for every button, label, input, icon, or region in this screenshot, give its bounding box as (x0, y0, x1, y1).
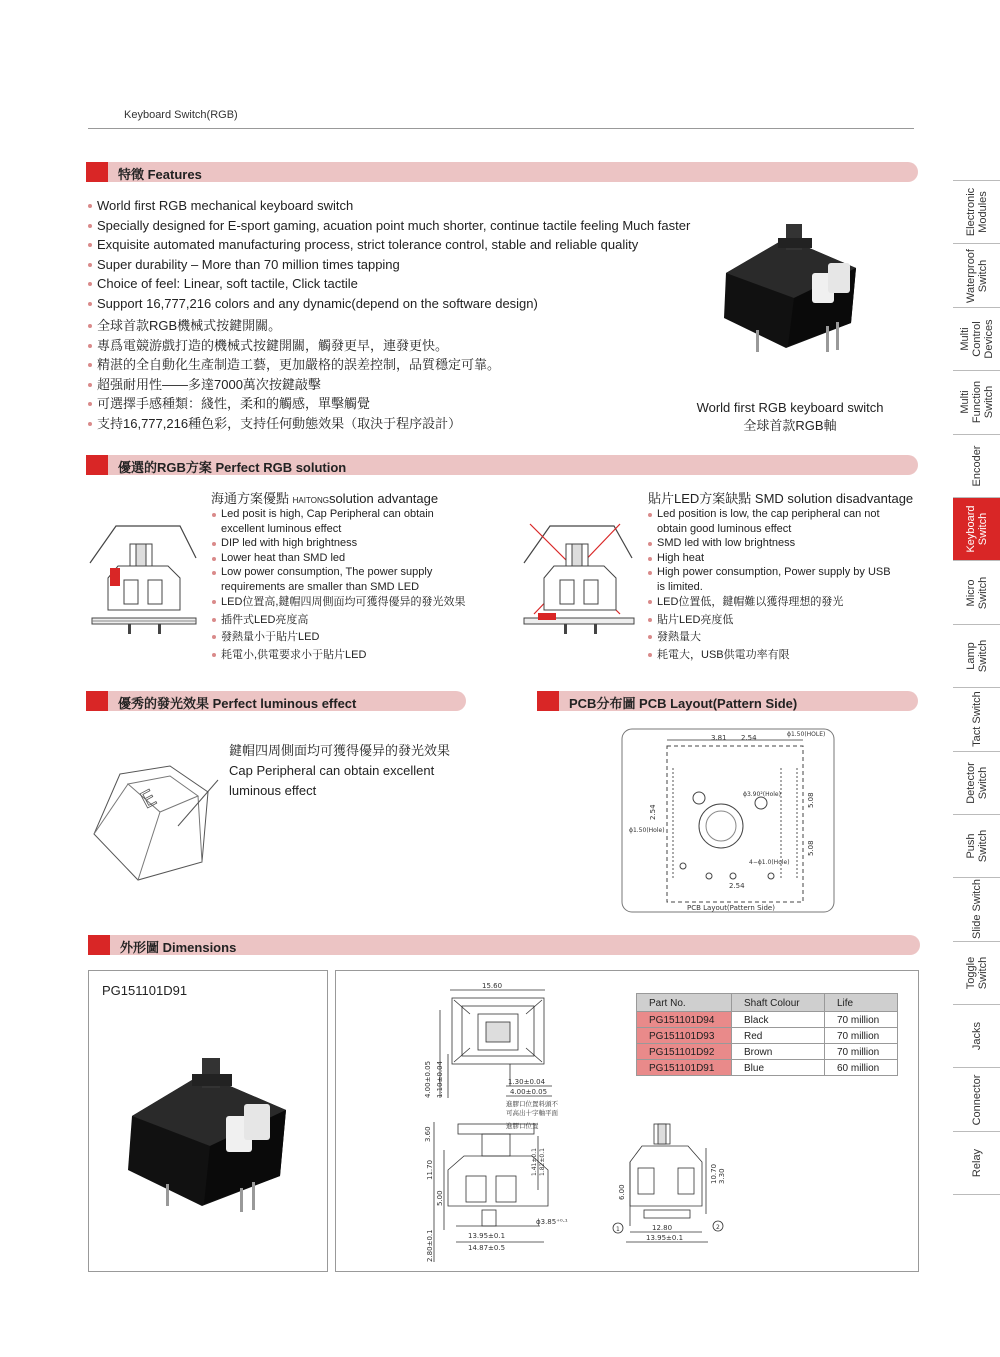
features-section-bar (86, 162, 918, 182)
dim-label: 1.41±0.1 (531, 1148, 538, 1176)
list-item: 超强耐用性——多達7000萬次按鍵敲擊 (88, 375, 500, 395)
part-number-title: PG151101D91 (102, 983, 188, 998)
dim-label: 6.00 (618, 1184, 626, 1200)
list-item: is limited. (657, 580, 703, 593)
pcb-layout-drawing (621, 728, 835, 914)
pcb-dim: ϕ1.50(Hole) (629, 827, 665, 834)
parts-table (636, 993, 898, 1076)
life-cell: 70 million (825, 1028, 898, 1044)
side-tab-label: Connector (970, 1074, 983, 1126)
dim-label: 13.95±0.1 (646, 1234, 684, 1242)
list-item: Choice of feel: Linear, soft tactile, Click tactile (88, 274, 690, 294)
side-tab-label: Toggle Switch (964, 956, 989, 990)
section-marker (86, 691, 108, 711)
part-no-cell: PG151101D91 (637, 1060, 732, 1076)
life-cell: 60 million (825, 1060, 898, 1076)
pcb-dim: 2.54 (729, 882, 745, 890)
list-item: High heat (648, 551, 891, 566)
dim-label: 進膠口位置 (506, 1122, 539, 1130)
side-tab-connector[interactable] (953, 1068, 1000, 1131)
dim-label: 15.60 (482, 982, 503, 990)
list-item: 發熱量小于貼片LED (212, 629, 465, 647)
pcb-section-bar (537, 691, 918, 711)
advantage-list (212, 507, 465, 664)
list-item: 耗電小,供電要求小于貼片LED (212, 647, 465, 665)
dim-label: 可高出十字軸平面 (506, 1109, 558, 1117)
rgb-switch-image (716, 218, 866, 358)
luminous-section-bar (86, 691, 466, 711)
side-tab-label: Waterproof Switch (964, 248, 989, 303)
side-tab-tact-switch[interactable] (953, 688, 1000, 751)
side-tab-label: Detector Switch (964, 761, 989, 804)
pcb-dim: 4−ϕ1.0(Hole) (749, 859, 790, 866)
pcb-dim: 3.81 (711, 734, 727, 742)
list-item: Super durability – More than 70 million times tapping (88, 255, 690, 275)
side-tab-detector-switch[interactable] (953, 752, 1000, 815)
dim-label: 進膠口位置料頭不 (506, 1100, 558, 1108)
side-tab-label: Jacks (970, 1022, 983, 1051)
table-row (637, 1012, 898, 1028)
list-item: Support 16,777,216 colors and any dynamic(depend on the software design) (88, 294, 690, 314)
dim-label: 3.60 (424, 1126, 432, 1142)
dim-label: 10.70 (710, 1163, 718, 1184)
list-item: obtain good luminous effect (657, 522, 792, 535)
side-tab-keyboard-switch[interactable] (953, 498, 1000, 561)
side-tab-jacks[interactable] (953, 1005, 1000, 1068)
dim-label: 13.95±0.1 (468, 1232, 506, 1240)
list-item: 精湛的全自動化生產制造工藝，更加嚴格的誤差控制，品質穩定可靠。 (88, 355, 500, 375)
side-tab-multi-control-devices[interactable] (953, 308, 1000, 371)
pcb-dim: 5.08 (807, 792, 815, 808)
side-tab-toggle-switch[interactable] (953, 942, 1000, 1005)
shaft-colour-cell: Red (732, 1028, 825, 1044)
side-tab-label: Keyboard Switch (964, 505, 989, 553)
side-tab-label: Encoder (970, 445, 983, 487)
luminous-zh: 鍵帽四周側面均可獲得優异的發光效果 (229, 743, 451, 758)
section-marker (86, 162, 108, 182)
column-header: Part No. (637, 994, 732, 1012)
callout-1: 1 (616, 1226, 620, 1233)
solution-section-bar (86, 455, 918, 475)
section-marker (86, 455, 108, 475)
keycap-drawing (90, 762, 230, 887)
dim-label: 3.30 (718, 1168, 726, 1184)
pcb-dim: 2.54 (649, 804, 657, 820)
list-item: Low power consumption, The power supply (212, 565, 465, 580)
side-tab-label: Push Switch (964, 829, 989, 863)
life-cell: 70 million (825, 1044, 898, 1060)
luminous-description (229, 741, 450, 801)
side-tab-electronic-modules[interactable] (953, 180, 1000, 244)
list-item: Lower heat than SMD led (212, 551, 465, 566)
side-tab-relay[interactable] (953, 1132, 1000, 1195)
luminous-en-1: Cap Peripheral can obtain excellent (229, 763, 435, 778)
page-header-title: Keyboard Switch(RGB) (124, 109, 238, 121)
disadvantage-list (648, 507, 891, 664)
pcb-dim: 5.08 (807, 840, 815, 856)
dim-label: 5.00 (436, 1190, 444, 1206)
list-item: excellent luminous effect (221, 522, 342, 535)
features-section-title: 特徵 Features (118, 167, 202, 182)
table-row (637, 1060, 898, 1076)
list-item: SMD led with low brightness (648, 536, 891, 551)
advantage-title-en: solution advantage (328, 491, 439, 506)
keycap-letter: E (136, 785, 161, 815)
pcb-dim: ϕ3.90²(Hole) (743, 791, 781, 798)
list-item: Specially designed for E-sport gaming, acuation point much shorter, continue tactile feeling Much faster (88, 216, 690, 236)
list-item: LED位置低，鍵帽難以獲得理想的發光 (648, 594, 891, 612)
table-row (637, 1044, 898, 1060)
list-item: DIP led with high brightness (212, 536, 465, 551)
front-view-drawing (608, 1118, 732, 1248)
luminous-section-title: 優秀的發光效果 Perfect luminous effect (118, 696, 357, 711)
section-marker (88, 935, 110, 955)
part-no-cell: PG151101D92 (637, 1044, 732, 1060)
side-tab-waterproof-switch[interactable] (953, 244, 1000, 307)
side-tab-label: Micro Switch (964, 576, 989, 609)
side-tabs (953, 180, 1000, 1195)
side-tab-label: Electronic Modules (964, 188, 989, 237)
shaft-colour-cell: Brown (732, 1044, 825, 1060)
header-divider (88, 128, 914, 129)
dim-label: 14.87±0.5 (468, 1244, 506, 1252)
part-no-cell: PG151101D94 (637, 1012, 732, 1028)
dim-label: ϕ3.85⁺⁰⋅¹ (536, 1218, 568, 1226)
section-marker (537, 691, 559, 711)
dim-label: 2.80±0.1 (426, 1229, 434, 1262)
side-tab-label: Relay (970, 1148, 983, 1178)
column-header: Shaft Colour (732, 994, 825, 1012)
dim-label: 1.82±0.1 (539, 1148, 546, 1176)
disadvantage-title: 貼片LED方案缺點 SMD solution disadvantage (648, 491, 914, 506)
brand-label: HAITONG (292, 496, 329, 505)
dim-label: 4.00±0.05 (510, 1088, 548, 1096)
side-tab-label: Multi Control Devices (958, 319, 995, 359)
side-tab-label: Multi Function Switch (958, 381, 995, 424)
side-tab-label: Lamp Switch (964, 639, 989, 673)
smd-led-diagram (520, 518, 640, 638)
column-header: Life (825, 994, 898, 1012)
list-item: Led posit is high, Cap Peripheral can obtain (212, 507, 465, 522)
list-item: 可選擇手感種類：綫性，柔和的觸感，單擊觸覺 (88, 394, 500, 414)
caption-zh: 全球首款RGB軸 (743, 418, 837, 433)
life-cell: 70 million (825, 1012, 898, 1028)
part-no-cell: PG151101D93 (637, 1028, 732, 1044)
list-item: High power consumption, Power supply by USB (648, 565, 891, 580)
list-item: 耗電大，USB供電功率有限 (648, 647, 891, 665)
dimensions-section-bar (88, 935, 920, 955)
pcb-section-title: PCB分布圖 PCB Layout(Pattern Side) (569, 696, 798, 711)
callout-2: 2 (716, 1224, 720, 1231)
list-item: requirements are smaller than SMD LED (221, 580, 420, 593)
dim-label: 1.30±0.04 (508, 1078, 546, 1086)
side-tab-multi-function-switch[interactable] (953, 371, 1000, 434)
solution-section-title: 優選的RGB方案 Perfect RGB solution (118, 460, 347, 475)
table-row (637, 1028, 898, 1044)
list-item: Led position is low, the cap peripheral can not (648, 507, 891, 522)
pcb-dim: ϕ1.50(HOLE) (787, 731, 826, 738)
shaft-colour-cell: Blue (732, 1060, 825, 1076)
advantage-title-zh: 海通方案優點 (211, 492, 290, 507)
list-item: World first RGB mechanical keyboard switch (88, 196, 690, 216)
list-item: Exquisite automated manufacturing process, strict tolerance control, stable and reliable quality (88, 235, 690, 255)
dim-label: 11.70 (426, 1159, 434, 1180)
dimension-drawings (420, 980, 620, 1265)
list-item: 支持16,777,216種色彩，支持任何動態效果（取決于程序設計） (88, 414, 500, 434)
caption-en: World first RGB keyboard switch (696, 400, 884, 415)
list-item: 全球首款RGB機械式按鍵開關。 (88, 316, 500, 336)
features-en-list (88, 196, 690, 313)
blue-switch-image (120, 1050, 295, 1215)
list-item: 發熱量大 (648, 629, 891, 647)
dim-label: 4.00±0.05 (424, 1060, 432, 1098)
pcb-caption: PCB Layout(Pattern Side) (687, 904, 775, 912)
dimensions-section-title: 外形圖 Dimensions (120, 940, 237, 955)
side-tab-lamp-switch[interactable] (953, 625, 1000, 688)
advantage-title (211, 488, 438, 507)
list-item: 專爲電競游戲打造的機械式按鍵開關，觸發更早，連發更快。 (88, 336, 500, 356)
side-tab-push-switch[interactable] (953, 815, 1000, 878)
dim-label: 1.10±0.04 (436, 1060, 444, 1098)
list-item: LED位置高,鍵帽四周側面均可獲得優异的發光效果 (212, 594, 465, 612)
shaft-colour-cell: Black (732, 1012, 825, 1028)
side-tab-label: Slide Switch (970, 879, 983, 940)
luminous-en-2: luminous effect (229, 783, 317, 798)
switch-caption (690, 399, 890, 435)
pcb-dim: 2.54 (741, 734, 757, 742)
table-header-row (637, 994, 898, 1012)
side-tab-label: Tact Switch (970, 691, 983, 748)
list-item: 貼片LED亮度低 (648, 612, 891, 630)
side-tab-encoder[interactable] (953, 435, 1000, 498)
side-tab-micro-switch[interactable] (953, 561, 1000, 624)
dim-label: 12.80 (652, 1224, 673, 1232)
features-zh-list (88, 316, 500, 433)
side-tab-slide-switch[interactable] (953, 878, 1000, 941)
list-item: 插件式LED亮度高 (212, 612, 465, 630)
dip-led-diagram (88, 518, 198, 638)
